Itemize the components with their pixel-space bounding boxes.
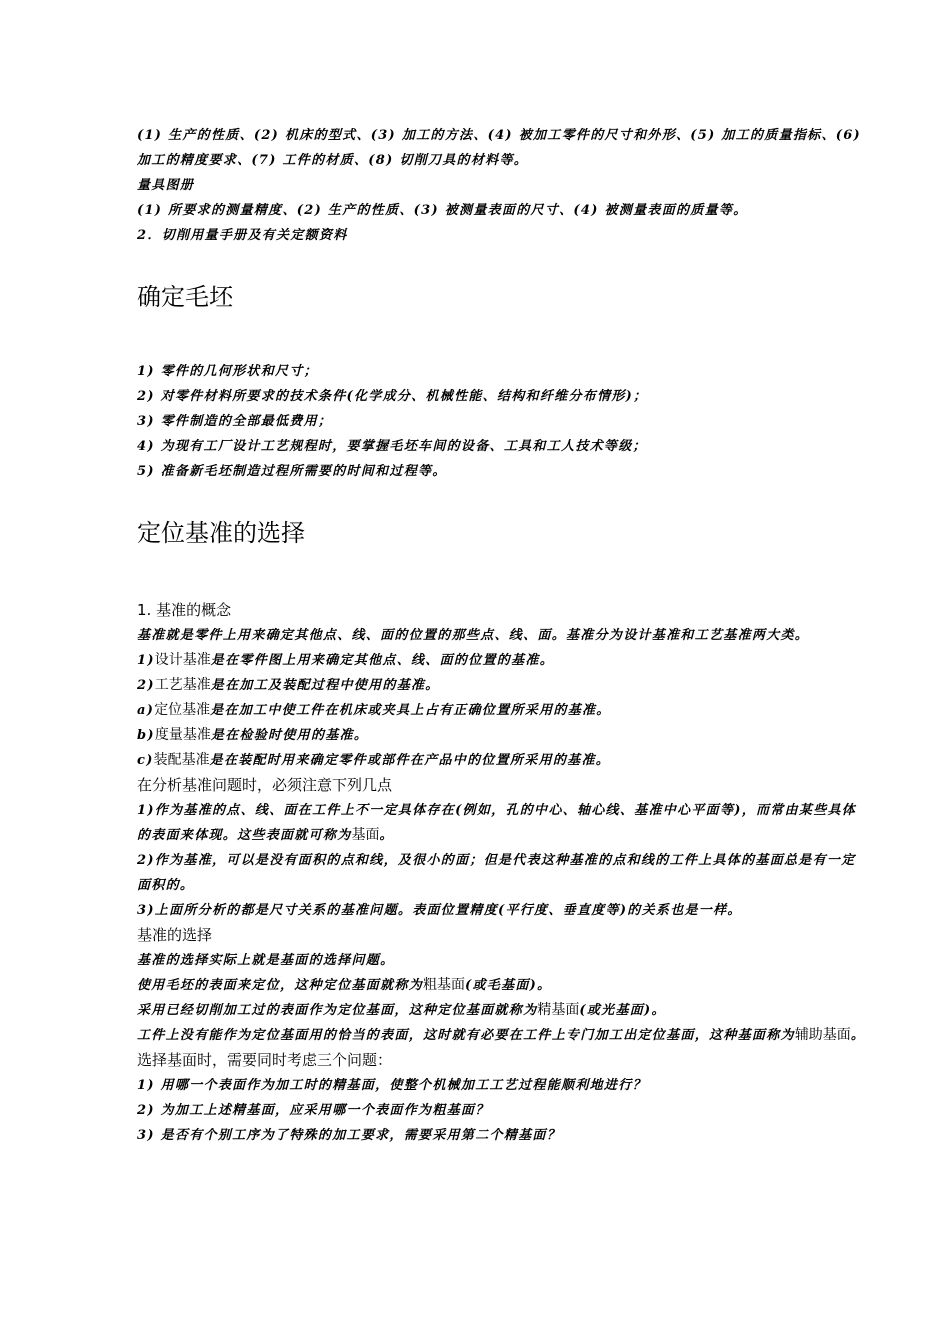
equipment-factors-section <box>137 123 867 248</box>
notice-item: 3)上面所分析的都是尺寸关系的基准问题。表面位置精度(平行度、垂直度等)的关系也是一样。 <box>137 903 742 918</box>
select-text: 采用已经切削加工过的表面作为定位基面，这种定位基面就称为精基面(或光基面)。 <box>137 1002 666 1018</box>
list-item: 1) 零件的几何形状和尺寸； <box>137 364 318 379</box>
concept-text: 基准就是零件上用来确定其他点、线、面的位置的那些点、线、面。基准分为设计基准和工艺基准两大类。 <box>137 628 810 643</box>
consider-item: 2) 为加工上述精基面，应采用哪一个表面作为粗基面？ <box>137 1103 490 1118</box>
datum-section <box>137 598 867 1148</box>
text-line: (1) 所要求的测量精度、(2) 生产的性质、(3) 被测量表面的尺寸、(4) 被测量表面的质量等。 <box>137 203 748 218</box>
notice-item: 2)作为基准，可以是没有面积的点和线，及很小的面；但是代表这种基准的点和线的工件上具体的基面总是有一定面积的。 <box>137 853 856 893</box>
consider-item: 3) 是否有个别工序为了特殊的加工要求，需要采用第二个精基面？ <box>137 1128 562 1143</box>
text-line: (1) 生产的性质、(2) 机床的型式、(3) 加工的方法、(4) 被加工零件的尺寸和外形、(5) 加工的质量指标、(6) 加工的精度要求、(7) 工件的材质、(8) 切削刀具的材料等。 <box>137 128 867 168</box>
heading-blank: 确定毛坯 <box>137 283 233 311</box>
datum-item-assembly: c)装配基准是在装配时用来确定零件或部件在产品中的位置所采用的基准。 <box>137 752 611 768</box>
list-item: 3) 零件制造的全部最低费用； <box>137 414 333 429</box>
select-title: 基准的选择 <box>137 926 213 944</box>
notice-item: 1)作为基准的点、线、面在工件上不一定具体存在(例如，孔的中心、轴心线、基准中心平面等)，而常由某些具体的表面来体现。这些表面就可称为基面。 <box>137 803 857 843</box>
select-text: 使用毛坯的表面来定位，这种定位基面就称为粗基面(或毛基面)。 <box>137 977 552 993</box>
text-line: 2．切削用量手册及有关定额资料 <box>137 228 348 243</box>
select-text: 基准的选择实际上就是基面的选择问题。 <box>137 953 395 968</box>
datum-item-design: 1)设计基准是在零件图上用来确定其他点、线、面的位置的基准。 <box>137 652 554 668</box>
blank-factors-section <box>137 359 867 484</box>
datum-item-process: 2)工艺基准是在加工及装配过程中使用的基准。 <box>137 677 440 693</box>
list-item: 4) 为现有工厂设计工艺规程时，要掌握毛坯车间的设备、工具和工人技术等级； <box>137 439 647 454</box>
consider-item: 1) 用哪一个表面作为加工时的精基面，使整个机械加工工艺过程能顺利地进行？ <box>137 1078 647 1093</box>
list-item: 2) 对零件材料所要求的技术条件(化学成分、机械性能、结构和纤维分布情形)； <box>137 389 648 404</box>
select-text: 工件上没有能作为定位基面用的恰当的表面，这时就有必要在工件上专门加工出定位基面，这种基面称为辅助基面。 <box>137 1027 866 1043</box>
list-item: 5) 准备新毛坯制造过程所需要的时间和过程等。 <box>137 464 447 479</box>
consider-title: 选择基面时，需要同时考虑三个问题： <box>137 1051 393 1069</box>
datum-item-locating: a)定位基准是在加工中使工件在机床或夹具上占有正确位置所采用的基准。 <box>137 702 611 718</box>
datum-item-measuring: b)度量基准是在检验时使用的基准。 <box>137 727 369 743</box>
notice-title: 在分析基准问题时，必须注意下列几点 <box>137 776 393 794</box>
heading-datum: 定位基准的选择 <box>137 519 305 547</box>
text-line: 量具图册 <box>137 178 195 193</box>
concept-title: 1. 基准的概念 <box>137 601 232 619</box>
